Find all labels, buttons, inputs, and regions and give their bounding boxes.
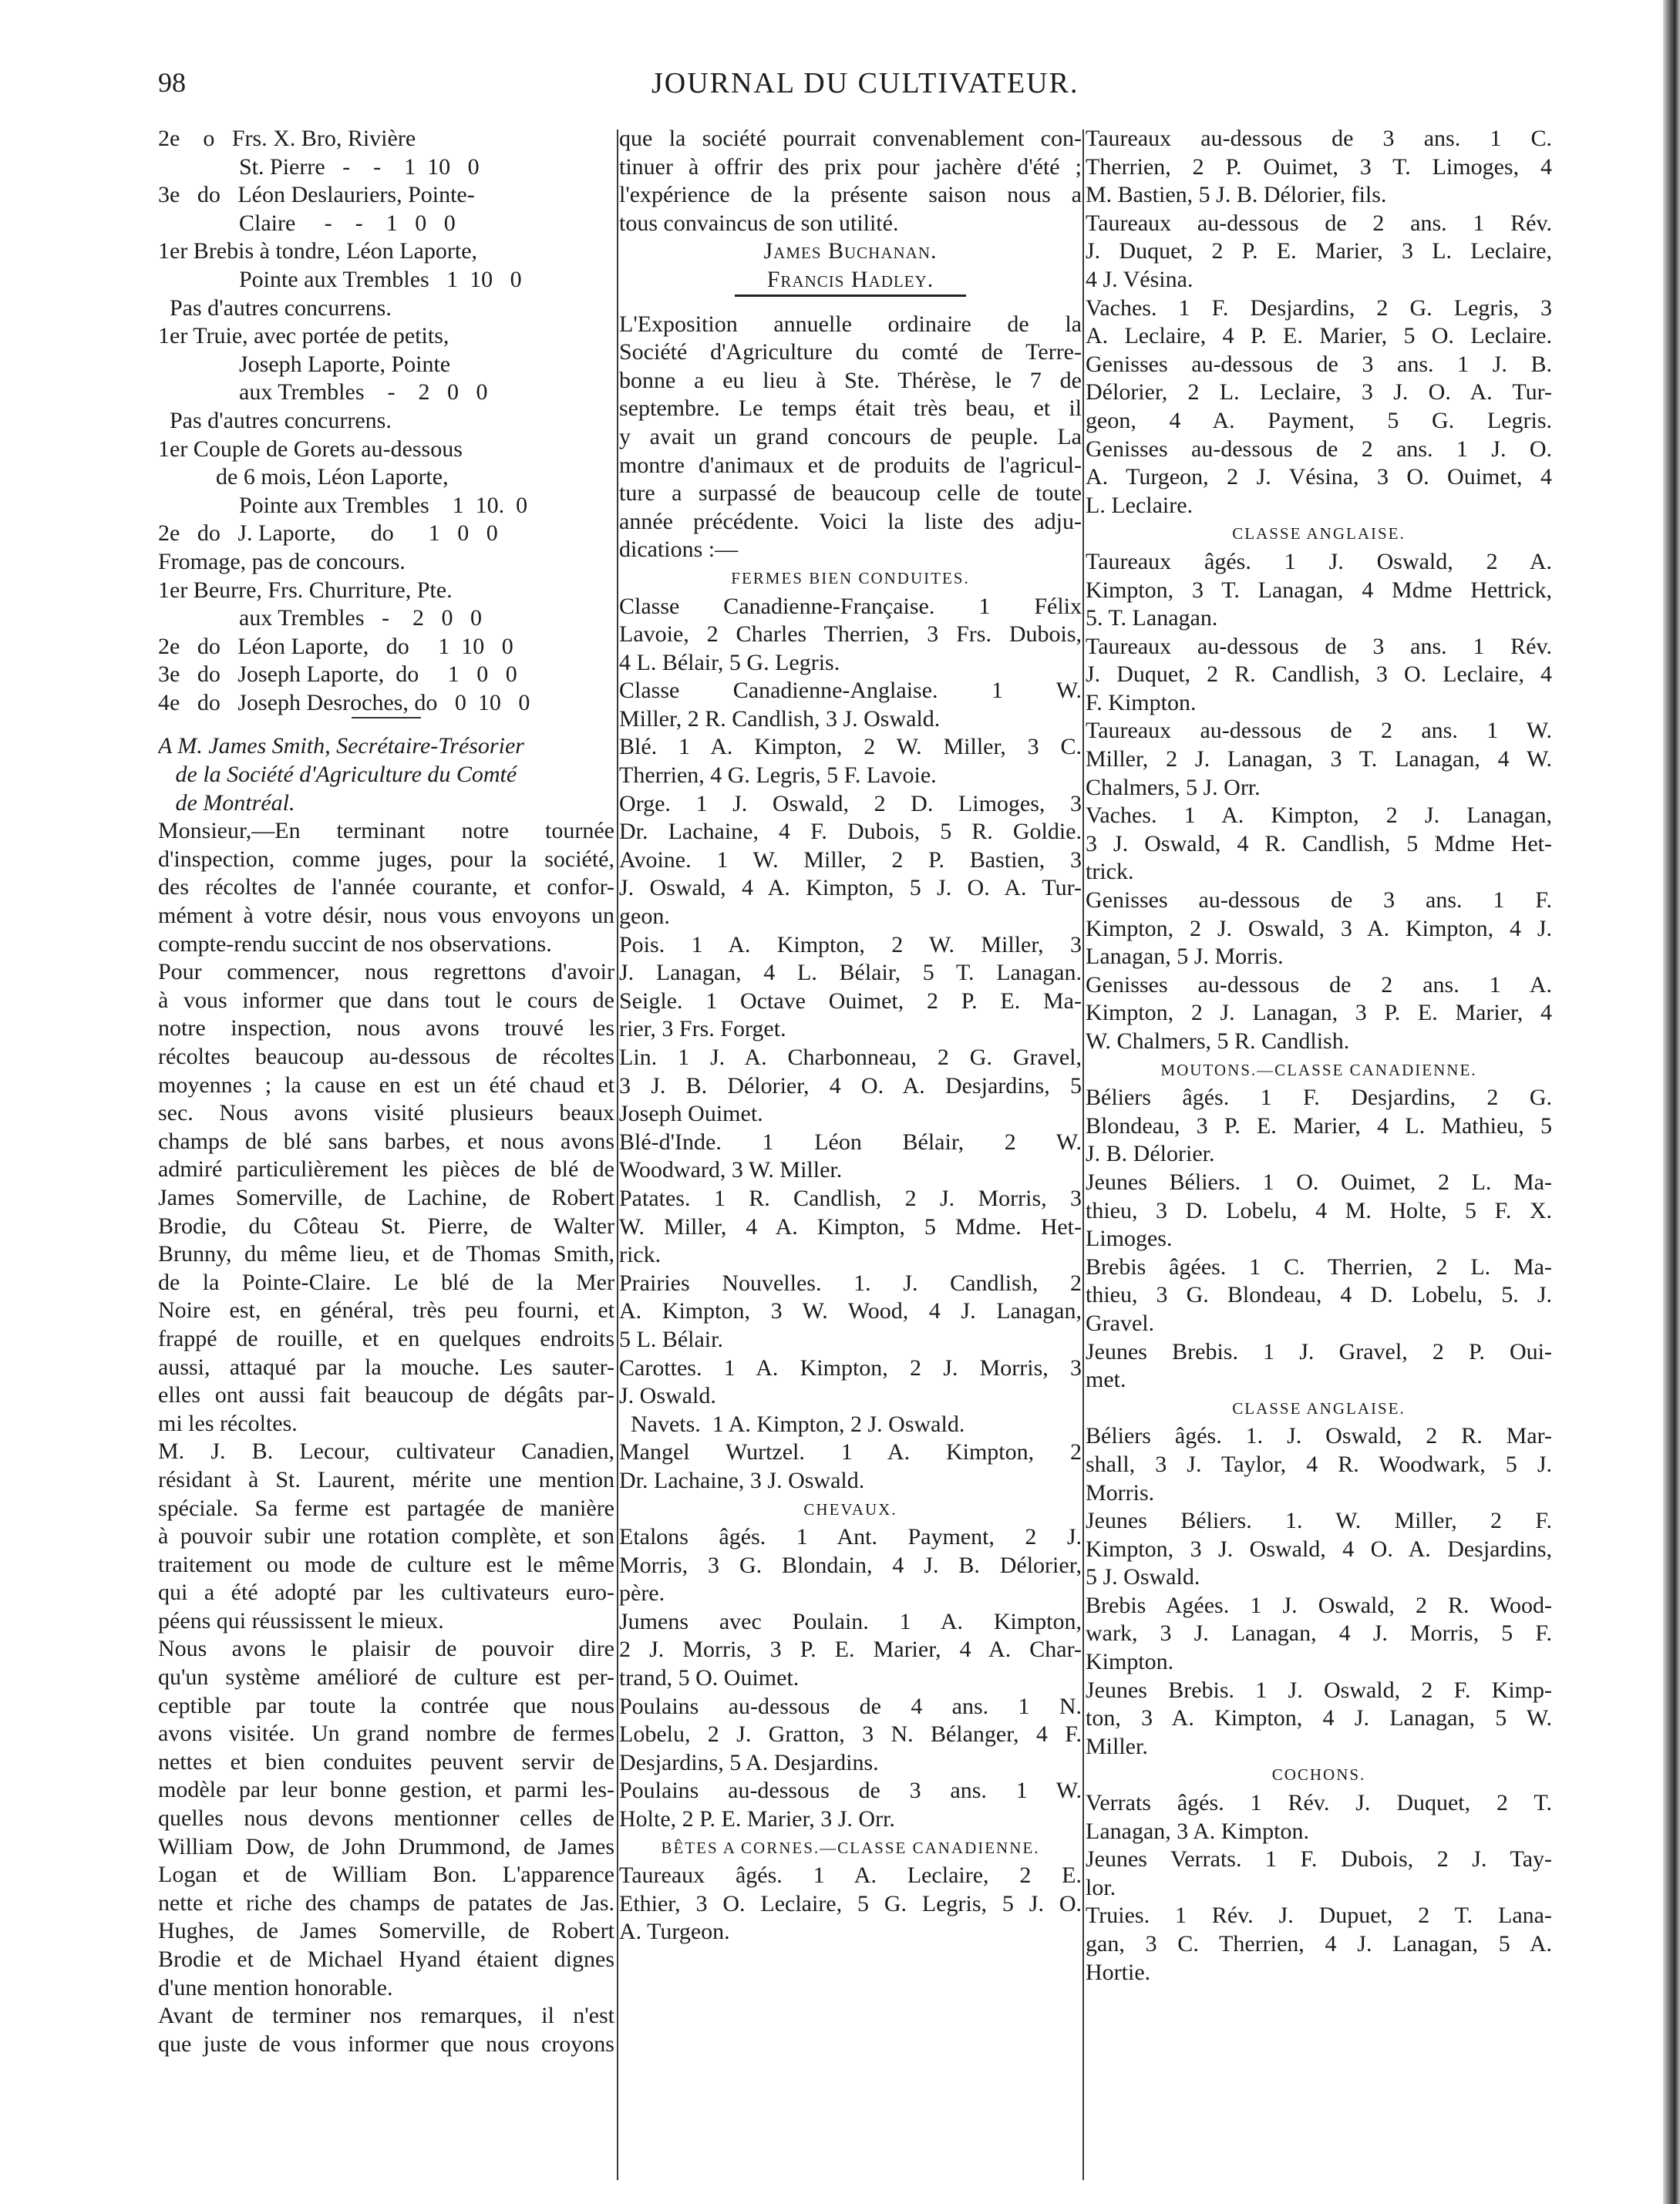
text-line: St. Pierre - - 1 10 0 bbox=[158, 153, 480, 180]
section-heading: CLASSE ANGLAISE. bbox=[1232, 1398, 1406, 1418]
text-line: J. Oswald. bbox=[619, 1383, 716, 1409]
text-line: 5. T. Lanagan. bbox=[1086, 605, 1218, 631]
text-line: Genisses au-dessous de 3 ans. 1 F. bbox=[1086, 887, 1552, 914]
text-line: 5 J. Oswald. bbox=[1086, 1564, 1200, 1590]
text-line: 2e do J. Laporte, do 1 0 0 bbox=[158, 520, 498, 547]
text-line: Morris, 3 G. Blondain, 4 J. B. Délorier, bbox=[619, 1552, 1082, 1578]
text-line: Lavoie, 2 Charles Therrien, 3 Frs. Dubois, bbox=[619, 621, 1082, 648]
text-line: Miller, 2 J. Lanagan, 3 T. Lanagan, 4 W. bbox=[1086, 746, 1552, 772]
text-line: Ethier, 3 O. Leclaire, 5 G. Legris, 5 J. O. bbox=[619, 1890, 1082, 1916]
text-line: M. J. B. Lecour, cultivateur Canadien, bbox=[158, 1438, 614, 1465]
text-line: thieu, 3 G. Blondeau, 4 D. Lobelu, 5. J. bbox=[1086, 1282, 1552, 1308]
text-line: péens qui réussissent le mieux. bbox=[158, 1607, 444, 1634]
text-line: Genisses au-dessous de 2 ans. 1 J. O. bbox=[1086, 436, 1552, 462]
page-header bbox=[158, 66, 1546, 120]
text-line: Jeunes Béliers. 1 O. Ouimet, 2 L. Ma- bbox=[1086, 1169, 1552, 1195]
text-line: gan, 3 C. Therrien, 4 J. Lanagan, 5 A. bbox=[1086, 1931, 1552, 1957]
text-line: septembre. Le temps était très beau, et il bbox=[619, 395, 1082, 422]
text-line: Brebis âgées. 1 C. Therrien, 2 L. Ma- bbox=[1086, 1253, 1552, 1280]
text-line: tous convaincus de son utilité. bbox=[619, 210, 899, 236]
text-line: Etalons âgés. 1 Ant. Payment, 2 J. bbox=[619, 1524, 1082, 1550]
text-line: Blé-d'Inde. 1 Léon Bélair, 2 W. bbox=[619, 1129, 1082, 1155]
text-line: Vaches. 1 F. Desjardins, 2 G. Legris, 3 bbox=[1086, 294, 1552, 321]
text-line: aux Trembles - 2 0 0 bbox=[158, 605, 482, 631]
text-line: que juste de vous informer que nous croyons bbox=[158, 2031, 614, 2057]
text-line: Kimpton, 2 J. Oswald, 3 A. Kimpton, 4 J. bbox=[1086, 915, 1552, 941]
text-line: notre inspection, nous avons trouvé les bbox=[158, 1015, 614, 1041]
text-line: Prairies Nouvelles. 1. J. Candlish, 2 bbox=[619, 1270, 1082, 1296]
text-line: geon, 4 A. Payment, 5 G. Legris. bbox=[1086, 407, 1552, 433]
text-line: Claire - - 1 0 0 bbox=[158, 210, 456, 236]
text-line: montre d'animaux et de produits de l'agricul- bbox=[619, 452, 1082, 478]
text-line: de la Société d'Agriculture du Comté bbox=[158, 762, 517, 788]
text-line: Jeunes Brebis. 1 J. Oswald, 2 F. Kimp- bbox=[1086, 1677, 1552, 1703]
text-line: Chalmers, 5 J. Orr. bbox=[1086, 774, 1261, 800]
text-line: ceptible par toute la contrée que nous bbox=[158, 1692, 614, 1718]
text-line: Miller, 2 R. Candlish, 3 J. Oswald. bbox=[619, 705, 941, 732]
text-line: met. bbox=[1086, 1367, 1126, 1393]
text-line: A. Turgeon. bbox=[619, 1919, 730, 1945]
text-line: Vaches. 1 A. Kimpton, 2 J. Lanagan, bbox=[1086, 803, 1552, 829]
column-left bbox=[158, 125, 614, 2058]
text-line: Béliers âgés. 1. J. Oswald, 2 R. Mar- bbox=[1086, 1423, 1552, 1449]
text-line: Pointe aux Trembles 1 10. 0 bbox=[158, 492, 528, 518]
text-line: 4 J. Vésina. bbox=[1086, 266, 1194, 292]
text-line: 2 J. Morris, 3 P. E. Marier, 4 A. Char- bbox=[619, 1637, 1082, 1663]
text-line: Holte, 2 P. E. Marier, 3 J. Orr. bbox=[619, 1806, 895, 1832]
text-line: récoltes beaucoup au-dessous de récoltes bbox=[158, 1044, 614, 1069]
text-line: Poulains au-dessous de 3 ans. 1 W. bbox=[619, 1778, 1082, 1804]
text-line: thieu, 3 D. Lobelu, 4 M. Holte, 5 F. X. bbox=[1086, 1197, 1552, 1223]
text-line: Délorier, 2 L. Leclaire, 3 J. O. A. Tur- bbox=[1086, 379, 1552, 405]
text-line: à vous informer que dans tout le cours de bbox=[158, 987, 614, 1013]
text-line: Verrats âgés. 1 Rév. J. Duquet, 2 T. bbox=[1086, 1790, 1552, 1816]
text-line: Brunny, du même lieu, et de Thomas Smith, bbox=[158, 1241, 614, 1267]
text-line: Classe Canadienne-Anglaise. 1 W. bbox=[619, 678, 1082, 704]
text-line: résidant à St. Laurent, mérite une mention bbox=[158, 1466, 614, 1492]
text-line: Francis Hadley. bbox=[766, 266, 934, 292]
text-line: Orge. 1 J. Oswald, 2 D. Limoges, 3 bbox=[619, 790, 1082, 816]
page-binding-edge bbox=[1663, 0, 1680, 2204]
text-line: Avoine. 1 W. Miller, 2 P. Bastien, 3 bbox=[619, 846, 1082, 873]
text-line: Genisses au-dessous de 3 ans. 1 J. B. bbox=[1086, 351, 1552, 377]
text-line: A M. James Smith, Secrétaire-Trésorier bbox=[158, 733, 524, 759]
text-line: Therrien, 4 G. Legris, 5 F. Lavoie. bbox=[619, 762, 937, 789]
text-line: William Dow, de John Drummond, de James bbox=[158, 1833, 614, 1859]
text-line: Seigle. 1 Octave Ouimet, 2 P. E. Ma- bbox=[619, 988, 1082, 1014]
text-line: Taureaux âgés. 1 A. Leclaire, 2 E. bbox=[619, 1862, 1082, 1889]
text-line: lor. bbox=[1086, 1874, 1116, 1900]
text-line: Pointe aux Trembles 1 10 0 bbox=[158, 266, 522, 292]
text-line: Taureaux au-dessous de 3 ans. 1 C. bbox=[1086, 126, 1552, 151]
text-line: dications :— bbox=[619, 537, 739, 563]
text-line: Genisses au-dessous de 2 ans. 1 A. bbox=[1086, 971, 1552, 998]
text-line: 1er Truie, avec portée de petits, bbox=[158, 323, 449, 349]
text-line: Truies. 1 Rév. J. Dupuet, 2 T. Lana- bbox=[1086, 1903, 1552, 1929]
text-line: 2e o Frs. X. Bro, Rivière bbox=[158, 126, 416, 151]
text-line: Navets. 1 A. Kimpton, 2 J. Oswald. bbox=[619, 1411, 965, 1437]
text-line: de Montréal. bbox=[158, 789, 295, 816]
text-line: Pas d'autres concurrens. bbox=[158, 294, 392, 321]
text-line: James Buchanan. bbox=[763, 238, 938, 264]
text-line: 1er Brebis à tondre, Léon Laporte, bbox=[158, 238, 478, 264]
text-line: y avait un grand concours de peuple. La bbox=[619, 423, 1082, 449]
text-line: A. Turgeon, 2 J. Vésina, 3 O. Ouimet, 4 bbox=[1086, 464, 1552, 490]
text-line: Pas d'autres concurrens. bbox=[158, 407, 392, 433]
text-line: Brodie, du Côteau St. Pierre, de Walter bbox=[158, 1213, 614, 1239]
text-line: J. Duquet, 2 P. E. Marier, 3 L. Leclaire, bbox=[1086, 238, 1552, 264]
text-line: 3 J. B. Délorier, 4 O. A. Desjardins, 5 bbox=[619, 1072, 1082, 1099]
journal-title: JOURNAL DU CULTIVATEUR. bbox=[651, 67, 1079, 99]
text-line: elles ont aussi fait beaucoup de dégâts par- bbox=[158, 1382, 614, 1408]
text-line: Jeunes Béliers. 1. W. Miller, 2 F. bbox=[1086, 1508, 1552, 1534]
text-line: quelles nous devons mentionner celles de bbox=[158, 1805, 614, 1832]
text-line: Gravel. bbox=[1086, 1310, 1155, 1336]
text-line: 3e do Léon Deslauriers, Pointe- bbox=[158, 182, 475, 208]
text-line: d'une mention honorable. bbox=[158, 1974, 393, 2000]
column-right bbox=[1086, 125, 1552, 1987]
text-line: Joseph Laporte, Pointe bbox=[158, 351, 451, 377]
text-line: sec. Nous avons visité plusieurs beaux bbox=[158, 1100, 614, 1126]
text-line: ture a surpassé de beaucoup celle de toute bbox=[619, 480, 1082, 506]
text-line: W. Chalmers, 5 R. Candlish. bbox=[1086, 1028, 1350, 1054]
text-line: 4 L. Bélair, 5 G. Legris. bbox=[619, 649, 840, 675]
text-line: champs de blé sans barbes, et nous avons bbox=[158, 1128, 614, 1154]
section-heading: COCHONS. bbox=[1271, 1765, 1366, 1785]
text-line: de 6 mois, Léon Laporte, bbox=[158, 464, 449, 490]
text-line: d'inspection, comme juges, pour la société, bbox=[158, 846, 614, 872]
text-line: spéciale. Sa ferme est partagée de manière bbox=[158, 1495, 614, 1521]
text-line: de la Pointe-Claire. Le blé de la Mer bbox=[158, 1269, 614, 1295]
rule bbox=[735, 294, 966, 311]
text-line: Miller. bbox=[1086, 1733, 1148, 1759]
text-line: Kimpton. bbox=[1086, 1649, 1174, 1675]
text-line: Logan et de William Bon. L'apparence bbox=[158, 1862, 614, 1888]
text-line: Monsieur,—En terminant notre tournée bbox=[158, 818, 614, 844]
text-line: J. Oswald, 4 A. Kimpton, 5 J. O. A. Tur- bbox=[619, 875, 1082, 901]
text-line: Blé. 1 A. Kimpton, 2 W. Miller, 3 C. bbox=[619, 734, 1082, 760]
text-line: L'Exposition annuelle ordinaire de la bbox=[619, 311, 1082, 337]
text-line: Brodie et de Michael Hyand étaient dignes bbox=[158, 1947, 614, 1972]
text-line: Lobelu, 2 J. Gratton, 3 N. Bélanger, 4 F. bbox=[619, 1721, 1082, 1748]
text-line: mément à votre désir, nous vous envoyons un bbox=[158, 903, 614, 929]
text-line: rick. bbox=[619, 1242, 662, 1268]
text-line: nette et riche des champs de patates de Jas. bbox=[158, 1889, 614, 1916]
text-line: mi les récoltes. bbox=[158, 1410, 298, 1436]
text-line: Noire est, en général, très peu fourni, et bbox=[158, 1297, 614, 1324]
text-line: Patates. 1 R. Candlish, 2 J. Morris, 3 bbox=[619, 1185, 1082, 1211]
text-line: Blondeau, 3 P. E. Marier, 4 L. Mathieu, 5 bbox=[1086, 1112, 1552, 1139]
text-line: L. Leclaire. bbox=[1086, 492, 1194, 518]
text-line: J. Lanagan, 4 L. Bélair, 5 T. Lanagan. bbox=[619, 960, 1082, 986]
text-line: Dr. Lachaine, 4 F. Dubois, 5 R. Goldie. bbox=[619, 819, 1082, 845]
text-line: Nous avons le plaisir de pouvoir dire bbox=[158, 1636, 614, 1662]
text-line: Hughes, de James Somerville, de Robert bbox=[158, 1918, 614, 1944]
text-line: frappé de rouille, et en quelques endroits bbox=[158, 1325, 614, 1351]
text-line: Taureaux au-dessous de 2 ans. 1 Rév. bbox=[1086, 210, 1552, 236]
text-line: Taureaux âgés. 1 J. Oswald, 2 A. bbox=[1086, 548, 1552, 574]
text-line: A. Kimpton, 3 W. Wood, 4 J. Lanagan, bbox=[619, 1298, 1082, 1324]
text-line: Limoges. bbox=[1086, 1226, 1173, 1252]
text-line: modèle par leur bonne gestion, et parmi les- bbox=[158, 1777, 614, 1803]
text-line: W. Miller, 4 A. Kimpton, 5 Mdme. Het- bbox=[619, 1213, 1082, 1240]
column-middle bbox=[619, 125, 1082, 1947]
text-line: J. B. Délorier. bbox=[1086, 1141, 1215, 1167]
text-line: ton, 3 A. Kimpton, 4 J. Lanagan, 5 W. bbox=[1086, 1705, 1552, 1731]
text-line: Poulains au-dessous de 4 ans. 1 N. bbox=[619, 1693, 1082, 1719]
text-line: J. Duquet, 2 R. Candlish, 3 O. Leclaire, 4 bbox=[1086, 661, 1552, 688]
text-line: qui a été adopté par les cultivateurs euro- bbox=[158, 1580, 614, 1606]
section-heading: CLASSE ANGLAISE. bbox=[1232, 524, 1406, 543]
text-line: Lanagan, 5 J. Morris. bbox=[1086, 944, 1284, 970]
text-line: 2e do Léon Laporte, do 1 10 0 bbox=[158, 633, 513, 659]
text-line: Carottes. 1 A. Kimpton, 2 J. Morris, 3 bbox=[619, 1354, 1082, 1381]
text-line: rier, 3 Frs. Forget. bbox=[619, 1016, 786, 1042]
text-line: Jeunes Verrats. 1 F. Dubois, 2 J. Tay- bbox=[1086, 1846, 1552, 1873]
text-line: Avant de terminer nos remarques, il n'est bbox=[158, 2003, 614, 2029]
text-line: à pouvoir subir une rotation complète, et son bbox=[158, 1523, 614, 1550]
text-line: Morris. bbox=[1086, 1479, 1155, 1506]
text-line: avons visitée. Un grand nombre de fermes bbox=[158, 1721, 614, 1747]
text-line: année précédente. Voici la liste des adju- bbox=[619, 508, 1082, 534]
text-line: moyennes ; la cause en est un été chaud et bbox=[158, 1072, 614, 1098]
text-line: Taureaux au-dessous de 3 ans. 1 Rév. bbox=[1086, 633, 1552, 659]
column-rule-left bbox=[617, 130, 618, 2180]
text-line: compte-rendu succint de nos observations. bbox=[158, 930, 552, 957]
text-line: tinuer à offrir des prix pour jachère d'été ; bbox=[619, 153, 1082, 180]
text-line: nettes et bien conduites peuvent servir de bbox=[158, 1748, 614, 1775]
text-line: Pois. 1 A. Kimpton, 2 W. Miller, 3 bbox=[619, 931, 1082, 957]
text-line: Jumens avec Poulain. 1 A. Kimpton, bbox=[619, 1608, 1082, 1634]
rule bbox=[352, 717, 421, 732]
column-rule-right bbox=[1082, 130, 1084, 2180]
text-line: Taureaux au-dessous de 2 ans. 1 W. bbox=[1086, 718, 1552, 744]
text-line: shall, 3 J. Taylor, 4 R. Woodwark, 5 J. bbox=[1086, 1451, 1552, 1477]
text-line: Desjardins, 5 A. Desjardins. bbox=[619, 1749, 879, 1775]
text-line: Joseph Ouimet. bbox=[619, 1101, 763, 1127]
text-line: 3e do Joseph Laporte, do 1 0 0 bbox=[158, 661, 517, 688]
text-line: Béliers âgés. 1 F. Desjardins, 2 G. bbox=[1086, 1085, 1552, 1111]
section-heading: CHEVAUX. bbox=[803, 1499, 897, 1519]
text-line: aux Trembles - 2 0 0 bbox=[158, 379, 488, 405]
text-line: trand, 5 O. Ouimet. bbox=[619, 1665, 800, 1691]
text-line: Classe Canadienne-Française. 1 Félix bbox=[619, 593, 1082, 619]
text-line: Therrien, 2 P. Ouimet, 3 T. Limoges, 4 bbox=[1086, 153, 1552, 180]
text-line: Hortie. bbox=[1086, 1959, 1151, 1985]
text-line: Kimpton, 3 T. Lanagan, 4 Mdme Hettrick, bbox=[1086, 577, 1552, 603]
text-line: M. Bastien, 5 J. B. Délorier, fils. bbox=[1086, 182, 1387, 208]
text-line: bonne a eu lieu à Ste. Thérèse, le 7 de bbox=[619, 367, 1082, 393]
text-line: Lin. 1 J. A. Charbonneau, 2 G. Gravel, bbox=[619, 1045, 1082, 1070]
text-line: l'expérience de la présente saison nous a bbox=[619, 182, 1082, 208]
text-line: traitement ou mode de culture est le même bbox=[158, 1551, 614, 1577]
text-line: des récoltes de l'année courante, et confor- bbox=[158, 874, 614, 900]
section-heading: FERMES BIEN CONDUITES. bbox=[731, 568, 970, 587]
text-line: Kimpton, 2 J. Lanagan, 3 P. E. Marier, 4 bbox=[1086, 1000, 1552, 1026]
text-line: James Somerville, de Lachine, de Robert bbox=[158, 1184, 614, 1210]
text-line: 1er Beurre, Frs. Churriture, Pte. bbox=[158, 577, 453, 603]
text-line: geon. bbox=[619, 903, 670, 930]
text-line: Mangel Wurtzel. 1 A. Kimpton, 2 bbox=[619, 1439, 1082, 1465]
text-line: wark, 3 J. Lanagan, 4 J. Morris, 5 F. bbox=[1086, 1620, 1552, 1647]
section-heading: BÊTES A CORNES.—CLASSE CANADIENNE. bbox=[661, 1838, 1040, 1857]
text-line: Jeunes Brebis. 1 J. Gravel, 2 P. Oui- bbox=[1086, 1338, 1552, 1364]
text-line: trick. bbox=[1086, 859, 1134, 885]
text-line: Société d'Agriculture du comté de Terre- bbox=[619, 339, 1082, 365]
text-line: que la société pourrait convenablement con- bbox=[619, 126, 1082, 151]
text-line: Kimpton, 3 J. Oswald, 4 O. A. Desjardins, bbox=[1086, 1536, 1552, 1562]
text-line: Fromage, pas de concours. bbox=[158, 548, 406, 574]
text-line: qu'un système amélioré de culture est per- bbox=[158, 1664, 614, 1691]
text-line: aussi, attaqué par la mouche. Les sauter- bbox=[158, 1354, 614, 1380]
text-line: F. Kimpton. bbox=[1086, 689, 1197, 715]
text-line: Brebis Agées. 1 J. Oswald, 2 R. Wood- bbox=[1086, 1592, 1552, 1618]
text-line: A. Leclaire, 4 P. E. Marier, 5 O. Leclaire. bbox=[1086, 323, 1552, 349]
text-line: 1er Couple de Gorets au-dessous bbox=[158, 436, 463, 462]
text-line: 4e do Joseph Desroches, do 0 10 0 bbox=[158, 689, 530, 715]
page-number: 98 bbox=[158, 67, 186, 98]
text-line: Lanagan, 3 A. Kimpton. bbox=[1086, 1818, 1309, 1844]
text-line: 5 L. Bélair. bbox=[619, 1326, 723, 1352]
text-line: Woodward, 3 W. Miller. bbox=[619, 1157, 843, 1183]
text-line: admiré particulièrement les pièces de blé de bbox=[158, 1156, 614, 1183]
text-line: 3 J. Oswald, 4 R. Candlish, 5 Mdme Het- bbox=[1086, 830, 1552, 856]
text-line: père. bbox=[619, 1580, 665, 1607]
text-line: Pour commencer, nous regrettons d'avoir bbox=[158, 959, 614, 985]
text-line: Dr. Lachaine, 3 J. Oswald. bbox=[619, 1467, 865, 1493]
section-heading: MOUTONS.—CLASSE CANADIENNE. bbox=[1160, 1060, 1477, 1079]
